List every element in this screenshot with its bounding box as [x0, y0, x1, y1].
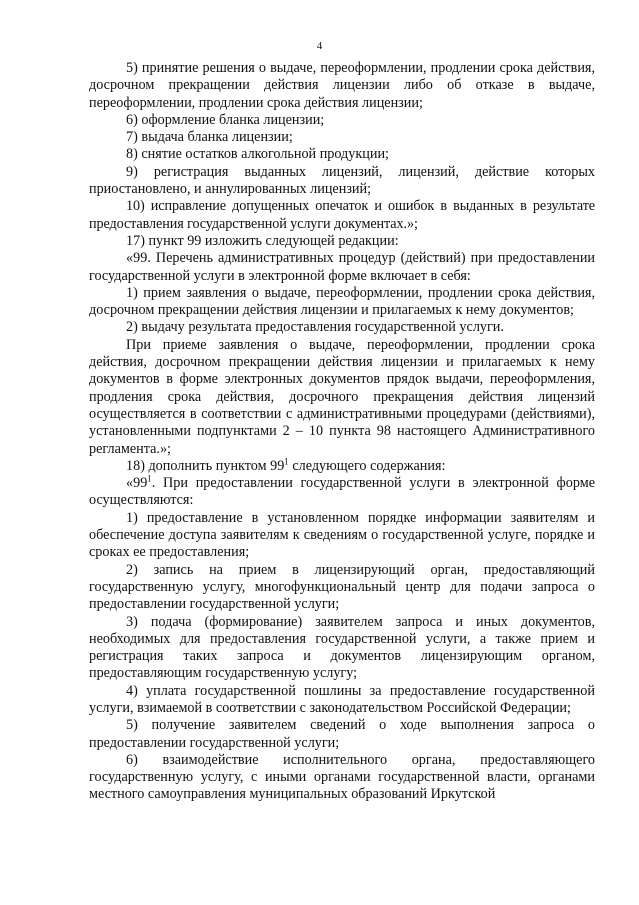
paragraph-point-99: «99. Перечень административных процедур (действий) при предоставлении государственной услуги в электронной форме включает в себя: [89, 250, 595, 284]
item-18-text: 18) дополнить пунктом 99 [126, 457, 285, 474]
paragraph-99-reception: При приеме заявления о выдаче, переоформлении, продлении срока действия, досрочном прекращении действия лицензии и прилагаемых к нему документов в форме электронных документов прядок выдачи, переоформления, продления срока действия, досрочного прекращения действия лицензий осуществляется в соответствии с административными процедурами (действиями), установленными подпунктами 2 – 10 пункта 98 настоящего Административного регламента.»; [89, 336, 595, 457]
paragraph-99-1-sub-5: 5) получение заявителем сведений о ходе выполнения запроса о предоставлении государственной услуги; [89, 717, 595, 751]
paragraph-99-sub-1: 1) прием заявления о выдаче, переоформлении, продлении срока действия, досрочном прекращении действия лицензии и прилагаемых к нему документов; [89, 284, 595, 319]
paragraph-item-9: 9) регистрация выданных лицензий, лицензий, действие которых приостановлено, и аннулированных лицензий; [89, 163, 595, 198]
paragraph-99-1-sub-4: 4) уплата государственной пошлины за предоставление государственной услуги, взимаемой в соответствии с законодательством Российской Федерации; [89, 682, 595, 716]
paragraph-item-18 [89, 458, 595, 475]
paragraph-point-99-1 [89, 475, 595, 510]
paragraph-item-8: 8) снятие остатков алкогольной продукции; [126, 146, 389, 163]
paragraph-item-17: 17) пункт 99 изложить следующей редакции: [126, 232, 399, 249]
point-99-1-superscript: 1 [147, 473, 152, 484]
paragraph-99-1-sub-2: 2) запись на прием в лицензирующий орган, предоставляющий государственную услугу, многофункциональный центр для подачи запроса о предоставлении государственной услуги; [89, 561, 595, 613]
paragraph-item-7: 7) выдача бланка лицензии; [126, 129, 293, 146]
item-18-superscript: 1 [284, 456, 289, 467]
paragraph-item-10: 10) исправление допущенных опечаток и ошибок в выданных в результате предоставления государственной услуги документах.»; [89, 198, 595, 232]
paragraph-99-sub-2: 2) выдачу результата предоставления государственной услуги. [126, 319, 504, 336]
point-99-1-text: «99 [126, 475, 148, 492]
page-number: 4 [316, 40, 323, 52]
paragraph-99-1-sub-1: 1) предоставление в установленном порядке информации заявителям и обеспечение доступа заявителям к сведениям о государственной услуге, порядке и сроках ее предоставления; [89, 509, 595, 561]
paragraph-99-1-sub-3: 3) подача (формирование) заявителем запроса и иных документов, необходимых для предоставления государственной услуги, а также прием и регистрация таких запроса и документов лицензирующим органом, предоставляющим государственную услугу; [89, 613, 595, 682]
paragraph-99-1-sub-6: 6) взаимодействие исполнительного органа, предоставляющего государственную услугу, с иными органами государственной власти, органами местного самоуправления муниципальных образований Иркутской [89, 751, 595, 803]
point-99-1-text-end: . При предоставлении государственной услуги в электронной форме осуществляются: [89, 475, 595, 509]
item-18-text-end: следующего содержания: [288, 457, 446, 474]
paragraph-item-5: 5) принятие решения о выдаче, переоформлении, продлении срока действия, досрочном прекращении действия лицензии либо об отказе в выдаче, переоформлении, продлении срока действия лицензии; [89, 60, 595, 111]
paragraph-item-6: 6) оформление бланка лицензии; [126, 111, 325, 128]
document-body [89, 60, 595, 804]
